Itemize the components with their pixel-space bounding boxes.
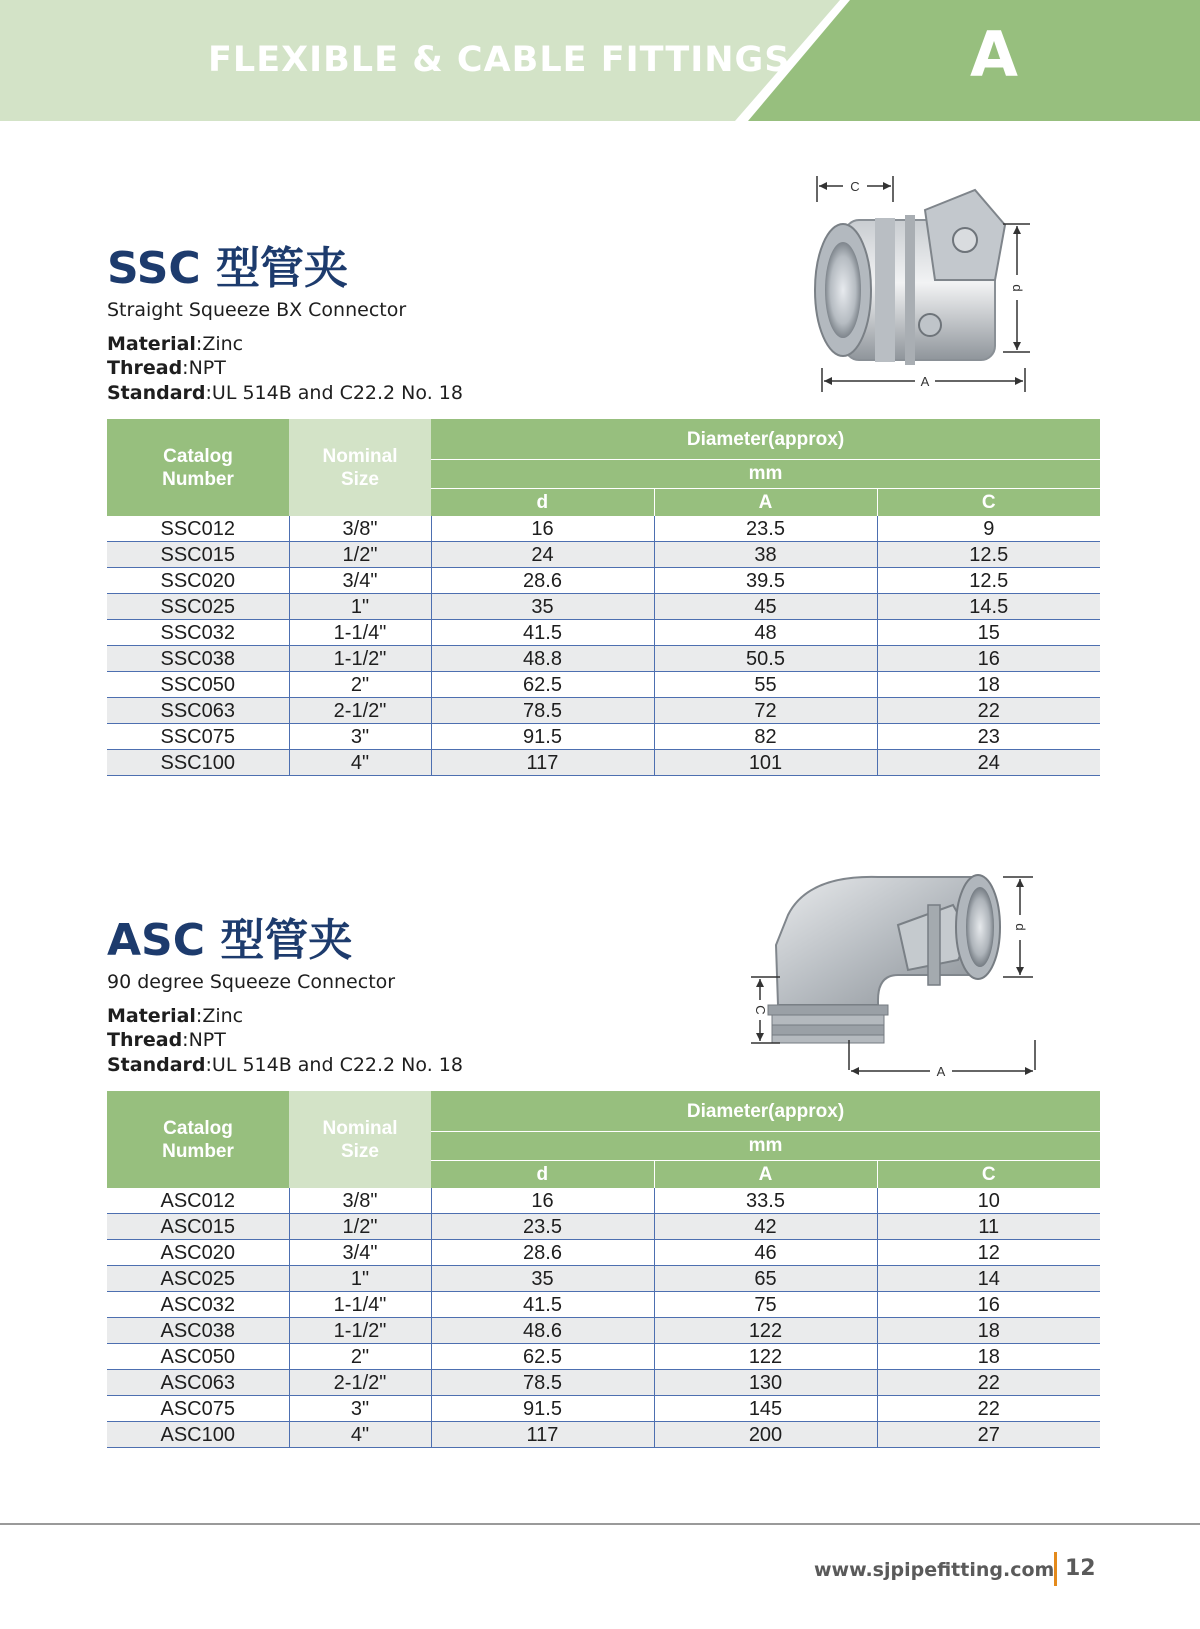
table-row [107, 1344, 1100, 1370]
table-cell: ASC063 [107, 1370, 289, 1396]
table-row [107, 1422, 1100, 1448]
header-unit: mm [431, 1132, 1100, 1161]
ssc-dim-a-label: A [920, 374, 930, 389]
table-cell: 41.5 [431, 1292, 654, 1318]
header-banner [0, 0, 1200, 121]
table-row [107, 646, 1100, 672]
table-row [107, 620, 1100, 646]
asc-connector-diagram [748, 865, 1068, 1090]
table-cell: ASC012 [107, 1188, 289, 1214]
table-cell: 22 [877, 1370, 1100, 1396]
spec-standard-value: :UL 514B and C22.2 No. 18 [205, 382, 463, 404]
table-row [107, 1396, 1100, 1422]
table-cell: 10 [877, 1188, 1100, 1214]
table-cell: 28.6 [431, 568, 654, 594]
table-cell: 48.8 [431, 646, 654, 672]
table-cell: 12.5 [877, 568, 1100, 594]
table-cell: 62.5 [431, 1344, 654, 1370]
table-cell: ASC075 [107, 1396, 289, 1422]
table-cell: ASC015 [107, 1214, 289, 1240]
table-cell: 42 [654, 1214, 877, 1240]
table-cell: SSC020 [107, 568, 289, 594]
product-title: ASC 型管夹 [107, 915, 353, 966]
header-d: d [431, 489, 654, 517]
table-cell: 62.5 [431, 672, 654, 698]
header-a: A [654, 1161, 877, 1189]
table-cell: ASC025 [107, 1266, 289, 1292]
spec-standard-value: :UL 514B and C22.2 No. 18 [205, 1054, 463, 1076]
table-row [107, 724, 1100, 750]
table-cell: 3/4" [289, 568, 431, 594]
table-cell: 12.5 [877, 542, 1100, 568]
spec-standard-label: Standard [107, 382, 206, 404]
table-cell: 22 [877, 698, 1100, 724]
table-cell: 122 [654, 1318, 877, 1344]
table-row [107, 1266, 1100, 1292]
footer-divider [0, 1523, 1200, 1525]
table-cell: SSC015 [107, 542, 289, 568]
ssc-connector-diagram [805, 170, 1085, 410]
header-d: d [431, 1161, 654, 1189]
table-cell: 23.5 [431, 1214, 654, 1240]
table-cell: 1-1/4" [289, 1292, 431, 1318]
table-cell: 18 [877, 1344, 1100, 1370]
table-row [107, 1214, 1100, 1240]
table-cell: 117 [431, 1422, 654, 1448]
table-cell: 33.5 [654, 1188, 877, 1214]
table-row [107, 594, 1100, 620]
ssc-dim-c-label: C [850, 179, 860, 194]
spec-standard [107, 1053, 463, 1077]
spec-material-label: Material [107, 1005, 196, 1027]
asc-dim-a-label: A [936, 1064, 946, 1079]
table-cell: 16 [877, 1292, 1100, 1318]
table-cell: 45 [654, 594, 877, 620]
header-nominal-size: Nominal Size [289, 419, 431, 516]
table-cell: 145 [654, 1396, 877, 1422]
table-cell: 2" [289, 1344, 431, 1370]
table-row [107, 1370, 1100, 1396]
spec-material [107, 332, 243, 356]
footer-separator [1054, 1552, 1057, 1586]
table-row [107, 1292, 1100, 1318]
table-cell: SSC075 [107, 724, 289, 750]
table-cell: 4" [289, 1422, 431, 1448]
table-cell: 1-1/2" [289, 1318, 431, 1344]
table-row [107, 568, 1100, 594]
table-cell: 18 [877, 1318, 1100, 1344]
table-cell: 1/2" [289, 1214, 431, 1240]
table-cell: 200 [654, 1422, 877, 1448]
asc-spec-table [107, 1091, 1100, 1448]
table-cell: SSC100 [107, 750, 289, 776]
table-cell: 2-1/2" [289, 698, 431, 724]
spec-material-value: :Zinc [195, 333, 244, 355]
table-cell: 35 [431, 1266, 654, 1292]
table-cell: ASC050 [107, 1344, 289, 1370]
table-cell: 16 [431, 1188, 654, 1214]
spec-thread-value: :NPT [182, 357, 226, 379]
table-cell: 65 [654, 1266, 877, 1292]
table-cell: 117 [431, 750, 654, 776]
table-cell: 50.5 [654, 646, 877, 672]
spec-material-value: :Zinc [195, 1005, 244, 1027]
table-cell: 28.6 [431, 1240, 654, 1266]
table-cell: 48 [654, 620, 877, 646]
header-a: A [654, 489, 877, 517]
spec-standard [107, 381, 463, 405]
table-cell: 82 [654, 724, 877, 750]
table-cell: 14.5 [877, 594, 1100, 620]
table-cell: 2-1/2" [289, 1370, 431, 1396]
table-cell: 3" [289, 724, 431, 750]
header-catalog-number: Catalog Number [107, 1091, 289, 1188]
table-cell: 1" [289, 1266, 431, 1292]
table-cell: SSC025 [107, 594, 289, 620]
ssc-table-body [107, 516, 1100, 776]
table-cell: ASC020 [107, 1240, 289, 1266]
table-cell: 14 [877, 1266, 1100, 1292]
table-cell: ASC038 [107, 1318, 289, 1344]
table-cell: SSC038 [107, 646, 289, 672]
table-cell: 12 [877, 1240, 1100, 1266]
table-row [107, 1188, 1100, 1214]
table-cell: 4" [289, 750, 431, 776]
product-subtitle: 90 degree Squeeze Connector [107, 971, 396, 993]
product-subtitle: Straight Squeeze BX Connector [107, 299, 407, 321]
table-cell: 75 [654, 1292, 877, 1318]
section-letter: A [970, 18, 1018, 91]
asc-dim-c-label: C [753, 1005, 768, 1015]
table-row [107, 1318, 1100, 1344]
header-diameter: Diameter(approx) [431, 419, 1100, 460]
table-cell: 78.5 [431, 698, 654, 724]
table-cell: SSC063 [107, 698, 289, 724]
table-cell: ASC032 [107, 1292, 289, 1318]
table-cell: 91.5 [431, 1396, 654, 1422]
table-cell: 46 [654, 1240, 877, 1266]
spec-material [107, 1004, 243, 1028]
table-cell: 48.6 [431, 1318, 654, 1344]
table-cell: 101 [654, 750, 877, 776]
ssc-dim-d-label: d [1010, 284, 1025, 292]
footer-url[interactable]: www.sjpipefitting.com [814, 1559, 1055, 1581]
table-cell: 3/8" [289, 516, 431, 542]
table-cell: 23.5 [654, 516, 877, 542]
table-cell: 78.5 [431, 1370, 654, 1396]
spec-standard-label: Standard [107, 1054, 206, 1076]
table-cell: 3/4" [289, 1240, 431, 1266]
table-cell: 35 [431, 594, 654, 620]
table-cell: 1/2" [289, 542, 431, 568]
table-cell: 15 [877, 620, 1100, 646]
spec-thread-label: Thread [107, 1029, 183, 1051]
table-cell: 9 [877, 516, 1100, 542]
table-cell: 23 [877, 724, 1100, 750]
spec-thread-value: :NPT [182, 1029, 226, 1051]
table-row [107, 698, 1100, 724]
table-cell: 16 [877, 646, 1100, 672]
header-catalog-number: Catalog Number [107, 419, 289, 516]
ssc-spec-table [107, 419, 1100, 776]
table-cell: 41.5 [431, 620, 654, 646]
table-cell: 3" [289, 1396, 431, 1422]
table-cell: ASC100 [107, 1422, 289, 1448]
table-row [107, 542, 1100, 568]
table-cell: 130 [654, 1370, 877, 1396]
table-cell: 55 [654, 672, 877, 698]
table-cell: 38 [654, 542, 877, 568]
table-cell: 3/8" [289, 1188, 431, 1214]
table-cell: 122 [654, 1344, 877, 1370]
table-row [107, 750, 1100, 776]
table-cell: 16 [431, 516, 654, 542]
table-row [107, 1240, 1100, 1266]
table-row [107, 672, 1100, 698]
page-number: 12 [1065, 1556, 1096, 1581]
spec-thread [107, 1028, 226, 1052]
table-cell: 72 [654, 698, 877, 724]
table-cell: SSC012 [107, 516, 289, 542]
table-cell: 1-1/4" [289, 620, 431, 646]
table-cell: SSC032 [107, 620, 289, 646]
asc-dim-d-label: d [1013, 923, 1028, 931]
table-cell: 39.5 [654, 568, 877, 594]
table-cell: 1" [289, 594, 431, 620]
table-cell: 27 [877, 1422, 1100, 1448]
header-title: FLEXIBLE & CABLE FITTINGS [208, 40, 791, 80]
table-cell: 24 [877, 750, 1100, 776]
header-diameter: Diameter(approx) [431, 1091, 1100, 1132]
table-cell: 1-1/2" [289, 646, 431, 672]
asc-table-body [107, 1188, 1100, 1448]
header-nominal-size: Nominal Size [289, 1091, 431, 1188]
table-cell: 2" [289, 672, 431, 698]
table-cell: 91.5 [431, 724, 654, 750]
table-row [107, 516, 1100, 542]
spec-thread [107, 356, 226, 380]
table-cell: 11 [877, 1214, 1100, 1240]
spec-material-label: Material [107, 333, 196, 355]
table-cell: 24 [431, 542, 654, 568]
table-cell: SSC050 [107, 672, 289, 698]
table-cell: 18 [877, 672, 1100, 698]
product-title: SSC 型管夹 [107, 243, 349, 294]
spec-thread-label: Thread [107, 357, 183, 379]
table-cell: 22 [877, 1396, 1100, 1422]
header-c: C [877, 489, 1100, 517]
header-unit: mm [431, 460, 1100, 489]
header-c: C [877, 1161, 1100, 1189]
